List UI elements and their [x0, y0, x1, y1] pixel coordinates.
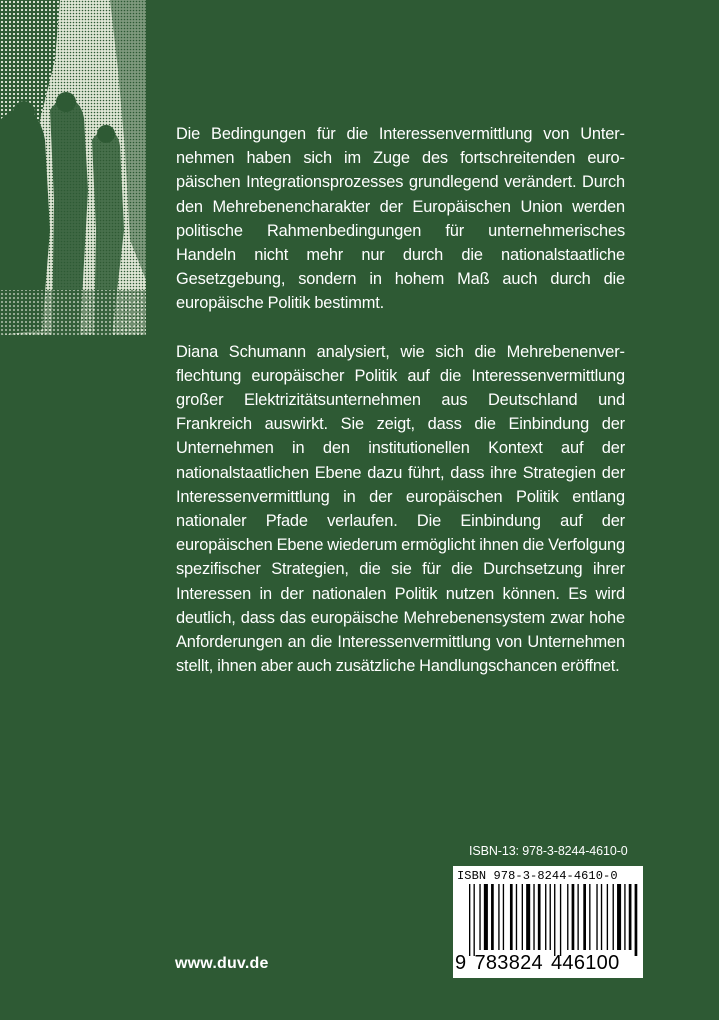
barcode-bar [522, 884, 523, 950]
blurb-paragraph-1: Die Bedingungen für die Interessenvermittlung von Unternehmen haben sich im Zuge des fortschreitenden europäischen Integrationsprozesses grundlegend verändert. Durch den Mehrebenencharakter der Europäischen Union werden politische Rahmenbedingungen für unternehmerisches Handeln nicht mehr nur durch die nationalstaatliche Gesetzgebung, sondern in hohem Maß auch durch die europäische Politik bestimmt. [176, 125, 625, 313]
publisher-website[interactable]: www.duv.de [175, 955, 269, 972]
barcode-bar [589, 884, 590, 950]
barcode-digits [455, 952, 620, 975]
barcode-bar [567, 884, 568, 950]
barcode-first-digit: 9 [455, 952, 467, 974]
barcode-bar [491, 884, 494, 950]
isbn-label: ISBN-13: 978-3-8244-4610-0 [469, 844, 628, 858]
barcode-bar [629, 884, 632, 950]
cover-photo-fragment [0, 0, 146, 335]
barcode-bar [550, 884, 551, 950]
barcode-bar [577, 884, 578, 950]
barcode-bar [533, 884, 534, 950]
barcode-top-text: ISBN 978-3-8244-4610-0 [457, 869, 618, 883]
barcode-bar [526, 884, 530, 950]
isbn-barcode [453, 866, 643, 978]
barcode-bar [601, 884, 602, 950]
barcode-bar [613, 884, 614, 950]
barcode-bar [596, 884, 597, 950]
barcode-bar [583, 884, 586, 950]
blurb-paragraph-2: Diana Schumann analysiert, wie sich die Mehrebenenverflechtung europäischer Politik auf die Interessenvermittlung großer Elektrizitätsunternehmen aus Deutschland und Frankreich auswirkt. Sie zeigt, dass die Einbindung der Unternehmen in den institutionellen Kontext auf der nationalstaatlichen Ebene dazu führt, dass ihre Strategien der Interessenvermittlung in der europäischen Politik entlang nationaler Pfade verlaufen. Die Einbindung auf der europäischen Ebene wiederum ermöglicht ihnen die Verfolgung spezifischer Strategien, die sie für die Durchsetzung ihrer Interessen in der nationalen Politik nutzen können. Es wird deutlich, dass das europäische Mehrebenensystem zwar hohe Anforderungen an die Interessenvermittlung von Unternehmen stellt, ihnen aber auch zusätzliche Handlungschancen eröffnet. [176, 342, 625, 676]
barcode-group-2: 446100 [550, 952, 620, 974]
barcode-bar [624, 884, 625, 950]
barcode-bar [635, 884, 638, 956]
barcode-bar [510, 884, 513, 950]
barcode-bar [560, 884, 561, 956]
barcode-bar [479, 884, 480, 950]
barcode-bar [545, 884, 546, 950]
barcode-bar [498, 884, 499, 950]
barcode-bar [572, 884, 575, 950]
barcode-bar [474, 884, 475, 956]
barcode-bar [469, 884, 470, 956]
barcode-bar [484, 884, 488, 950]
barcode-bar [554, 884, 555, 956]
back-cover-blurb [176, 122, 625, 678]
halftone-photo [0, 0, 146, 335]
barcode-group-1: 783824 [474, 952, 543, 974]
barcode-bar [503, 884, 504, 950]
barcode-bar [538, 884, 541, 950]
barcode-bar [516, 884, 517, 950]
barcode-bar [617, 884, 621, 950]
barcode-bar [607, 884, 608, 950]
